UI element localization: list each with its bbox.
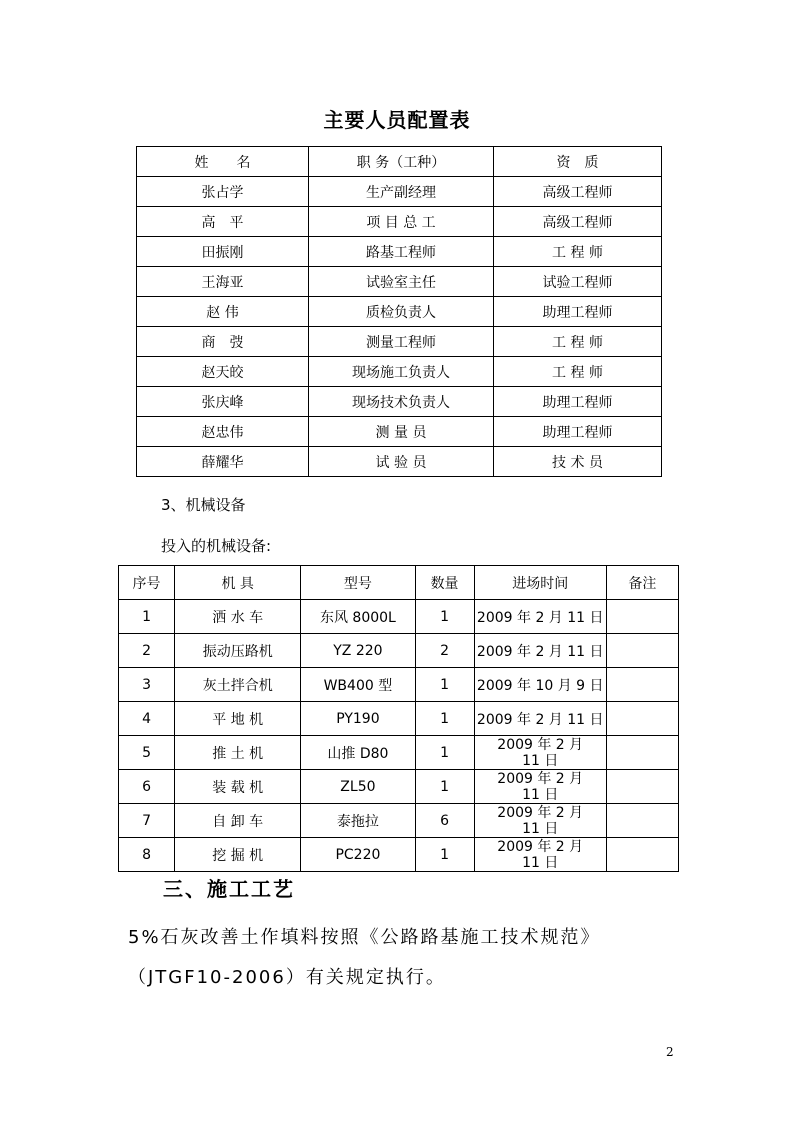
cell-model: 山推 D80 xyxy=(301,736,415,770)
staff-name: 薛耀华 xyxy=(137,447,309,477)
cell-quantity: 1 xyxy=(415,770,474,804)
table-row xyxy=(119,804,679,838)
cell-machine: 振动压路机 xyxy=(175,634,301,668)
cell-machine: 自 卸 车 xyxy=(175,804,301,838)
cell-quantity: 1 xyxy=(415,668,474,702)
paragraph-line-1: 5%石灰改善土作填料按照《公路路基施工技术规范》 xyxy=(128,927,601,948)
table-row xyxy=(119,634,679,668)
cell-quantity: 2 xyxy=(415,634,474,668)
table-row xyxy=(119,668,679,702)
cell-model: WB400 型 xyxy=(301,668,415,702)
staff-qualification: 技 术 员 xyxy=(494,447,662,477)
staff-qualification: 助理工程师 xyxy=(494,387,662,417)
cell-entry-time xyxy=(474,770,606,804)
cell-entry-time: 2009 年 10 月 9 日 xyxy=(474,668,606,702)
staff-position: 项 目 总 工 xyxy=(309,207,494,237)
header-seq: 序号 xyxy=(119,566,175,600)
cell-machine: 推 土 机 xyxy=(175,736,301,770)
table-row xyxy=(119,702,679,736)
cell-entry-time-text: 2009 年 2 月 11 日 xyxy=(497,804,584,837)
header-name: 姓 名 xyxy=(137,147,309,177)
table-row xyxy=(137,267,662,297)
cell-seq: 2 xyxy=(119,634,175,668)
table-row xyxy=(137,387,662,417)
staff-qualification: 工 程 师 xyxy=(494,237,662,267)
staff-qualification: 高级工程师 xyxy=(494,177,662,207)
cell-entry-time xyxy=(474,804,606,838)
cell-model: 泰拖拉 xyxy=(301,804,415,838)
cell-quantity: 1 xyxy=(415,838,474,872)
staff-name: 赵天皎 xyxy=(137,357,309,387)
equipment-intro: 投入的机械设备: xyxy=(161,537,272,555)
cell-remarks xyxy=(606,838,678,872)
section-heading-construction-process: 三、施工工艺 xyxy=(163,877,295,901)
staff-qualification: 工 程 师 xyxy=(494,327,662,357)
header-machine: 机 具 xyxy=(175,566,301,600)
staff-position: 试验室主任 xyxy=(309,267,494,297)
staff-qualification: 高级工程师 xyxy=(494,207,662,237)
cell-machine: 洒 水 车 xyxy=(175,600,301,634)
cell-entry-time-text: 2009 年 2 月 11 日 xyxy=(497,838,584,871)
cell-quantity: 1 xyxy=(415,702,474,736)
cell-machine: 挖 掘 机 xyxy=(175,838,301,872)
staff-position: 现场技术负责人 xyxy=(309,387,494,417)
staff-name: 赵 伟 xyxy=(137,297,309,327)
cell-machine: 灰土拌合机 xyxy=(175,668,301,702)
table-row xyxy=(137,447,662,477)
table-row xyxy=(119,770,679,804)
cell-remarks xyxy=(606,600,678,634)
header-qualification: 资 质 xyxy=(494,147,662,177)
cell-seq: 3 xyxy=(119,668,175,702)
staff-qualification: 助理工程师 xyxy=(494,417,662,447)
cell-model: 东风 8000L xyxy=(301,600,415,634)
table-row xyxy=(137,207,662,237)
cell-model: PY190 xyxy=(301,702,415,736)
equipment-table-header xyxy=(119,566,679,600)
page-number: 2 xyxy=(666,1045,674,1059)
cell-seq: 7 xyxy=(119,804,175,838)
staff-name: 赵忠伟 xyxy=(137,417,309,447)
cell-remarks xyxy=(606,634,678,668)
staff-name: 王海亚 xyxy=(137,267,309,297)
cell-model: ZL50 xyxy=(301,770,415,804)
header-model: 型号 xyxy=(301,566,415,600)
table-row xyxy=(119,736,679,770)
staff-position: 生产副经理 xyxy=(309,177,494,207)
staff-position: 质检负责人 xyxy=(309,297,494,327)
cell-quantity: 1 xyxy=(415,736,474,770)
cell-entry-time: 2009 年 2 月 11 日 xyxy=(474,634,606,668)
staff-position: 测 量 员 xyxy=(309,417,494,447)
cell-remarks xyxy=(606,770,678,804)
table-row xyxy=(137,417,662,447)
staff-position: 路基工程师 xyxy=(309,237,494,267)
staff-qualification: 助理工程师 xyxy=(494,297,662,327)
staff-name: 高 平 xyxy=(137,207,309,237)
staff-table xyxy=(136,146,662,477)
cell-entry-time: 2009 年 2 月 11 日 xyxy=(474,702,606,736)
cell-seq: 8 xyxy=(119,838,175,872)
cell-seq: 1 xyxy=(119,600,175,634)
staff-name: 张庆峰 xyxy=(137,387,309,417)
staff-qualification: 工 程 师 xyxy=(494,357,662,387)
cell-machine: 平 地 机 xyxy=(175,702,301,736)
header-remarks: 备注 xyxy=(606,566,678,600)
cell-seq: 6 xyxy=(119,770,175,804)
staff-qualification: 试验工程师 xyxy=(494,267,662,297)
cell-remarks xyxy=(606,736,678,770)
header-position: 职 务（工种） xyxy=(309,147,494,177)
cell-entry-time xyxy=(474,838,606,872)
cell-machine: 装 载 机 xyxy=(175,770,301,804)
table-row xyxy=(137,297,662,327)
cell-entry-time-text: 2009 年 2 月 11 日 xyxy=(497,770,584,803)
staff-name: 田振刚 xyxy=(137,237,309,267)
header-entry-time: 进场时间 xyxy=(474,566,606,600)
cell-remarks xyxy=(606,702,678,736)
cell-entry-time xyxy=(474,736,606,770)
cell-quantity: 1 xyxy=(415,600,474,634)
cell-seq: 4 xyxy=(119,702,175,736)
table-row xyxy=(119,838,679,872)
cell-seq: 5 xyxy=(119,736,175,770)
cell-model: PC220 xyxy=(301,838,415,872)
cell-model: YZ 220 xyxy=(301,634,415,668)
table-row xyxy=(137,177,662,207)
staff-table-title: 主要人员配置表 xyxy=(323,108,471,132)
cell-entry-time-text: 2009 年 2 月 11 日 xyxy=(497,736,584,769)
staff-name: 张占学 xyxy=(137,177,309,207)
header-quantity: 数量 xyxy=(415,566,474,600)
table-row xyxy=(119,600,679,634)
table-row xyxy=(137,327,662,357)
cell-remarks xyxy=(606,804,678,838)
table-row xyxy=(137,237,662,267)
cell-remarks xyxy=(606,668,678,702)
staff-position: 现场施工负责人 xyxy=(309,357,494,387)
table-row xyxy=(137,357,662,387)
staff-name: 商 弢 xyxy=(137,327,309,357)
cell-entry-time: 2009 年 2 月 11 日 xyxy=(474,600,606,634)
staff-position: 测量工程师 xyxy=(309,327,494,357)
equipment-heading: 3、机械设备 xyxy=(161,496,246,514)
paragraph-line-2: （JTGF10-2006）有关规定执行。 xyxy=(128,967,446,988)
cell-quantity: 6 xyxy=(415,804,474,838)
staff-table-header xyxy=(137,147,662,177)
staff-position: 试 验 员 xyxy=(309,447,494,477)
equipment-table xyxy=(118,565,679,872)
